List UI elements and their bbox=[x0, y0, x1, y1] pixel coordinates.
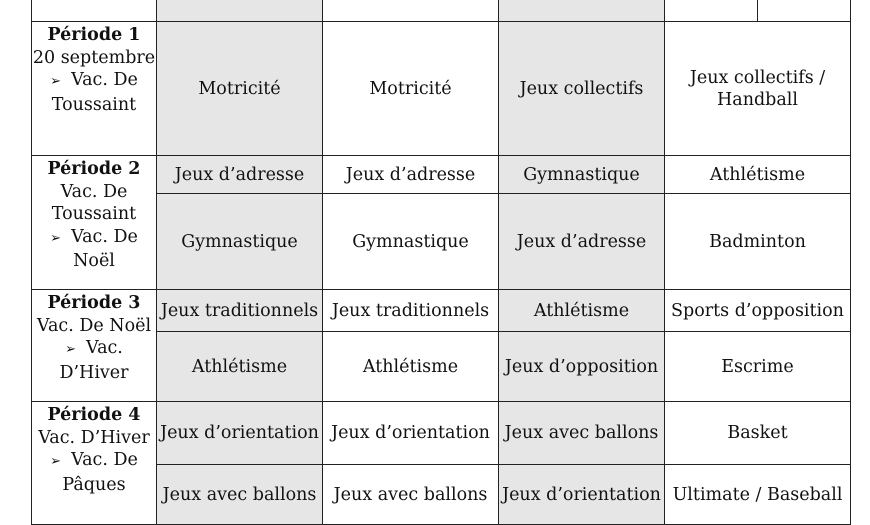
period-title: Période 2 bbox=[47, 159, 141, 179]
arrow-icon: ➢ bbox=[50, 74, 62, 89]
period-3-label bbox=[32, 290, 157, 402]
table-cell bbox=[499, 0, 665, 22]
period-end: ➢ Vac. De Toussaint bbox=[50, 70, 138, 115]
arrow-icon: ➢ bbox=[50, 454, 62, 469]
table-cell: Motricité bbox=[157, 22, 323, 156]
period-2-label bbox=[32, 156, 157, 290]
period-end: ➢ Vac. De Noël bbox=[50, 226, 138, 271]
table-cell: Jeux d’orientation bbox=[499, 465, 665, 525]
table-cell: Athlétisme bbox=[499, 290, 665, 332]
table-cell: Jeux d’adresse bbox=[157, 156, 323, 194]
table-cell: Jeux d’opposition bbox=[499, 332, 665, 402]
table-row-top bbox=[32, 0, 851, 22]
period-start: Vac. D’Hiver bbox=[38, 427, 150, 448]
period-start: Vac. De Toussaint bbox=[51, 181, 137, 224]
table-row bbox=[32, 156, 851, 194]
table-subcell bbox=[757, 0, 850, 21]
table-subcell bbox=[665, 0, 757, 21]
table-row bbox=[32, 22, 851, 156]
pe-schedule-table bbox=[31, 0, 851, 525]
period-title: Période 3 bbox=[47, 293, 141, 313]
period-end: ➢ Vac. De Pâques bbox=[50, 450, 138, 495]
table-cell: Jeux d’adresse bbox=[323, 156, 499, 194]
table-cell bbox=[157, 0, 323, 22]
table-cell: Gymnastique bbox=[499, 156, 665, 194]
period-start: 20 septembre bbox=[32, 47, 156, 68]
table-cell: Motricité bbox=[323, 22, 499, 156]
table-cell: Athlétisme bbox=[665, 156, 851, 194]
table-cell: Gymnastique bbox=[157, 194, 323, 290]
period-start: Vac. De Noël bbox=[36, 315, 152, 336]
table-row bbox=[32, 402, 851, 465]
table-cell: Sports d’opposition bbox=[665, 290, 851, 332]
table-cell: Jeux avec ballons bbox=[499, 402, 665, 465]
table-cell: Jeux d’orientation bbox=[323, 402, 499, 465]
table-cell: Gymnastique bbox=[323, 194, 499, 290]
table-cell: Ultimate / Baseball bbox=[665, 465, 851, 525]
table-cell: Athlétisme bbox=[323, 332, 499, 402]
table-cell: Jeux collectifs / Handball bbox=[665, 22, 851, 156]
table-cell: Jeux avec ballons bbox=[157, 465, 323, 525]
period-1-label bbox=[32, 22, 157, 156]
table-cell: Jeux d’orientation bbox=[157, 402, 323, 465]
period-title: Période 4 bbox=[47, 405, 141, 425]
arrow-icon: ➢ bbox=[65, 342, 77, 357]
table-row bbox=[32, 290, 851, 332]
table-cell: Jeux collectifs bbox=[499, 22, 665, 156]
period-end: ➢ Vac. D’Hiver bbox=[59, 338, 129, 383]
arrow-icon: ➢ bbox=[50, 230, 62, 246]
table-cell bbox=[665, 0, 851, 22]
table-cell: Jeux d’adresse bbox=[499, 194, 665, 290]
table-cell: Jeux avec ballons bbox=[323, 465, 499, 525]
table-cell bbox=[32, 0, 157, 22]
table-cell: Basket bbox=[665, 402, 851, 465]
table-cell: Badminton bbox=[665, 194, 851, 290]
table-cell bbox=[323, 0, 499, 22]
table-cell: Jeux traditionnels bbox=[323, 290, 499, 332]
table-cell: Escrime bbox=[665, 332, 851, 402]
period-4-label bbox=[32, 402, 157, 525]
table-cell: Jeux traditionnels bbox=[157, 290, 323, 332]
table-cell: Athlétisme bbox=[157, 332, 323, 402]
period-title: Période 1 bbox=[47, 25, 141, 45]
